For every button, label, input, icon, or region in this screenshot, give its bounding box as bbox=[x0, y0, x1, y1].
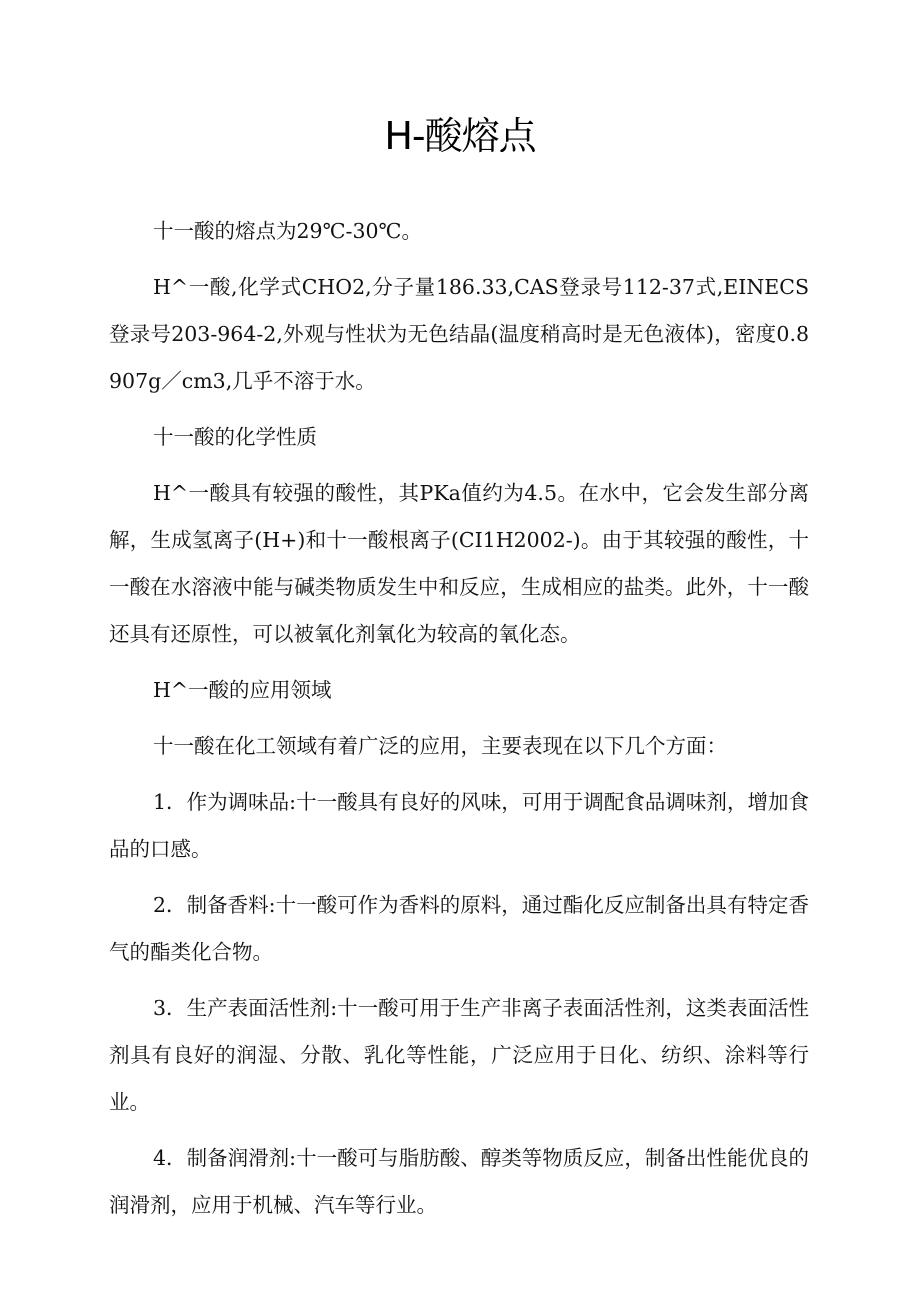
section-heading-chemical: 十一酸的化学性质 bbox=[153, 425, 317, 449]
list-item-fragrance: 2．制备香料:十一酸可作为香料的原料，通过酯化反应制备出具有特定香气的酯类化合物。 bbox=[109, 893, 809, 964]
list-item-surfactant: 3．生产表面活性剂:十一酸可用于生产非离子表面活性剂，这类表面活性剂具有良好的润湿、分散、乳化等性能，广泛应用于日化、纺织、涂料等行业。 bbox=[109, 996, 809, 1114]
paragraph-chemical-properties: H^一酸具有较强的酸性，其PKa值约为4.5。在水中，它会发生部分离解，生成氢离子(H+)和十一酸根离子(CI1H2002-)。由于其较强的酸性，十一酸在水溶液中能与碱类物质发生中和反应，生成相应的盐类。此外，十一酸还具有还原性，可以被氧化剂氧化为较高的氧化态。 bbox=[109, 481, 809, 646]
document-body bbox=[109, 208, 809, 1238]
paragraph-applications-intro: 十一酸在化工领域有着广泛的应用，主要表现在以下几个方面： bbox=[153, 734, 727, 758]
list-item-seasoning: 1．作为调味品:十一酸具有良好的风味，可用于调配食品调味剂，增加食品的口感。 bbox=[109, 790, 809, 861]
paragraph-melting-point: 十一酸的熔点为29℃-30℃。 bbox=[153, 219, 422, 243]
paragraph-properties: H^一酸,化学式CHO2,分子量186.33,CAS登录号112-37式,EINECS登录号203-964-2,外观与性状为无色结晶(温度稍高时是无色液体)，密度0.8907g／cm3,几乎不溶于水。 bbox=[109, 275, 809, 393]
list-item-lubricant: 4．制备润滑剂:十一酸可与脂肪酸、醇类等物质反应，制备出性能优良的润滑剂，应用于机械、汽车等行业。 bbox=[109, 1146, 809, 1217]
section-heading-applications: H^一酸的应用领域 bbox=[153, 678, 332, 702]
document-title: H-酸熔点 bbox=[384, 114, 536, 158]
